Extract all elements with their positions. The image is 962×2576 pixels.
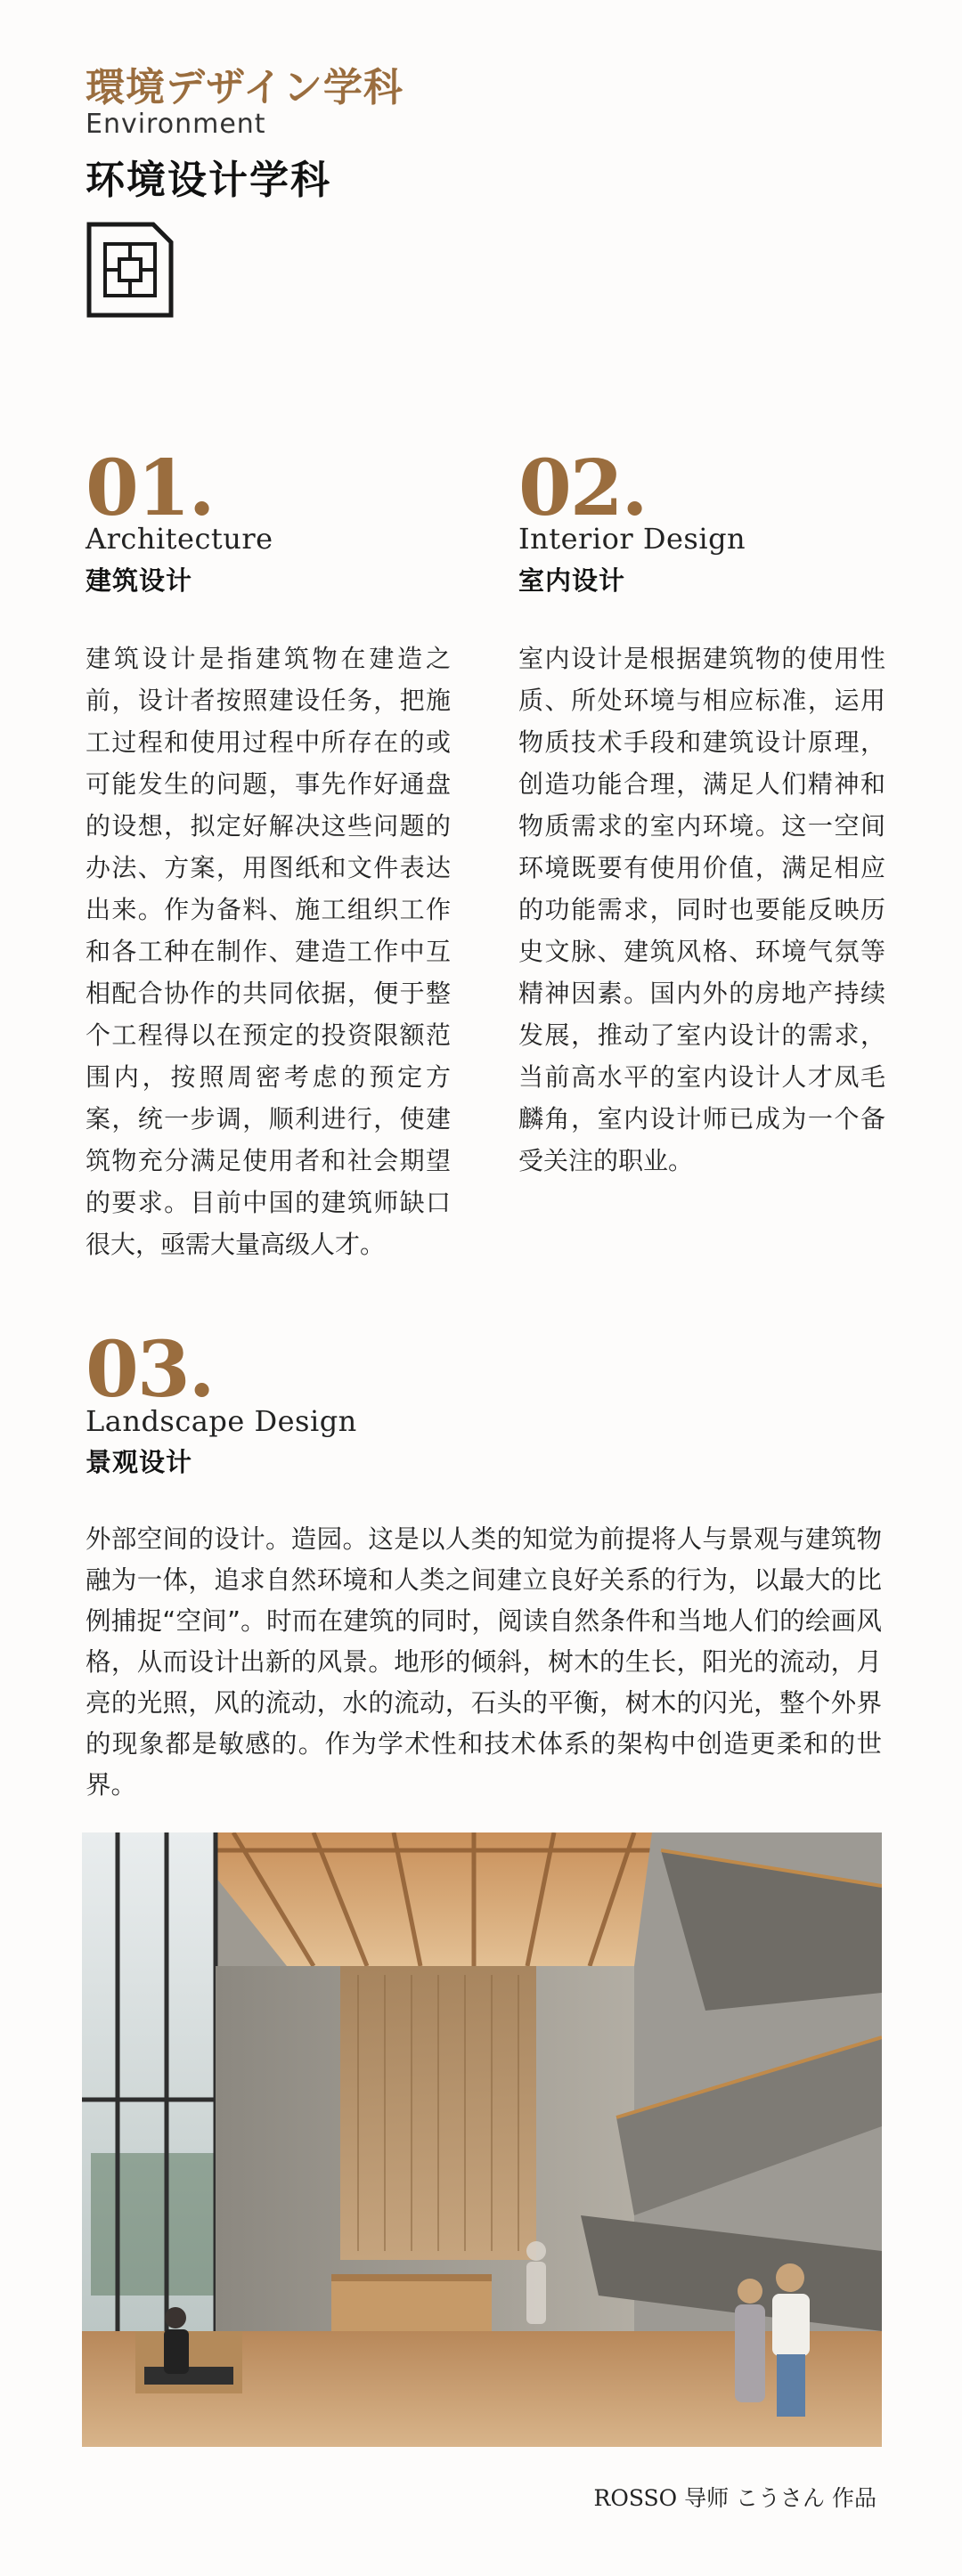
section-number-03: 03. [86, 1325, 214, 1415]
image-credit: ROSSO 导师 こうさん 作品 [593, 2485, 876, 2511]
section-title-en-architecture: Architecture [86, 522, 273, 556]
section-body-landscape: 外部空间的设计。造园。这是以人类的知觉为前提将人与景观与建筑物融为一体，追求自然环境和人类之间建立良好关系的行为，以最大的比例捕捉“空间”。时而在建筑的同时，阅读自然条件和当地人们的绘画风格，从而设计出新的风景。地形的倾斜，树木的生长，阳光的流动，月亮的光照，风的流动，水的流动，石头的平衡，树木的闪光，整个外界的现象都是敏感的。作为学术性和技术体系的架构中创造更柔和的世界。 [86, 1524, 882, 1800]
title-english: Environment [86, 109, 266, 140]
title-japanese: 環境デザイン学科 [86, 65, 404, 110]
section-number-01: 01. [86, 443, 214, 533]
floor-plan-icon [86, 221, 175, 319]
section-title-zh-architecture: 建筑设计 [86, 565, 193, 596]
section-body-architecture: 建筑设计是指建筑物在建造之前，设计者按照建设任务，把施工过程和使用过程中所存在的或可能发生的问题，事先作好通盘的设想，拟定好解决这些问题的办法、方案，用图纸和文件表达出来。作为备料、施工组织工作和各工种在制作、建造工作中互相配合协作的共同依据，便于整个工程得以在预定的投资限额范围内，按照周密考虑的预定方案，统一步调，顺利进行，使建筑物充分满足使用者和社会期望的要求。目前中国的建筑师缺口很大，亟需大量高级人才。 [86, 644, 451, 1259]
section-title-en-interior: Interior Design [518, 522, 746, 556]
interior-rendering-image [82, 1832, 882, 2447]
section-title-zh-interior: 室内设计 [518, 565, 626, 596]
title-chinese: 环境设计学科 [86, 158, 331, 203]
section-body-interior: 室内设计是根据建筑物的使用性质、所处环境与相应标准，运用物质技术手段和建筑设计原理，创造功能合理，满足人们精神和物质需求的室内环境。这一空间环境既要有使用价值，满足相应的功能需求，同时也要能反映历史文脉、建筑风格、环境气氛等精神因素。国内外的房地产持续发展，推动了室内设计的需求，当前高水平的室内设计人才凤毛麟角，室内设计师已成为一个备受关注的职业。 [518, 644, 885, 1175]
section-number-02: 02. [518, 443, 647, 533]
section-title-zh-landscape: 景观设计 [86, 1447, 193, 1477]
section-title-en-landscape: Landscape Design [86, 1404, 357, 1438]
